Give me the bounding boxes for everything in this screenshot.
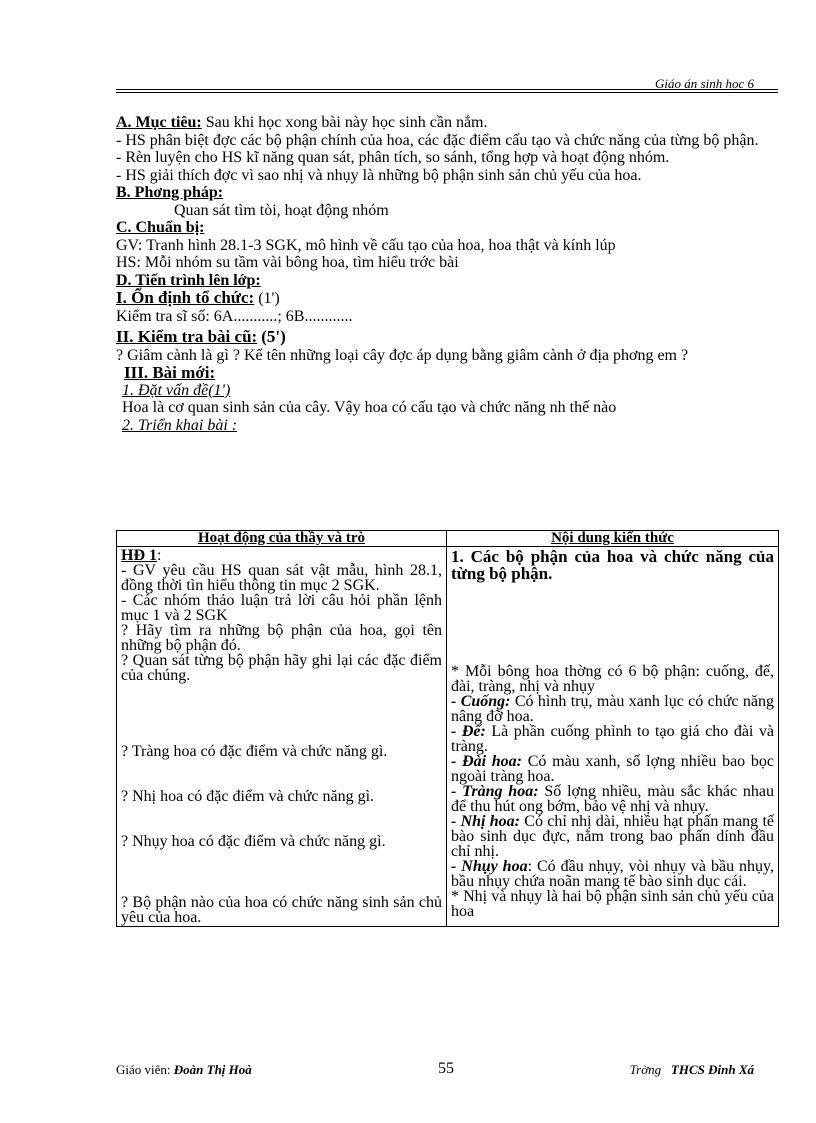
content-text: - Đế: Là phần cuống phình to tạo giá cho đài và tràng. (451, 723, 775, 755)
footer-teacher: Giáo viên: Đoàn Thị Hoà (116, 1062, 252, 1077)
content-text: - Nhụy hoa: Có đầu nhụy, vòi nhụy và bầu nhụy, bầu nhụy chứa noãn mang tế bào sinh dục cái. (451, 858, 774, 890)
objective-item: - HS phân biệt đợc các bộ phận chính của hoa, các đặc điểm cấu tạo và chức năng của từng bộ phận. (116, 131, 759, 149)
section3-sub1: 1. Đặt vấn đề(1') (122, 381, 231, 399)
section2-title: II. Kiểm tra bài cũ: (5') (116, 327, 286, 346)
footer-school: Trờng THCS Đinh Xá (629, 1062, 754, 1077)
activities-table (116, 530, 779, 927)
col-header-content: Nội dung kiến thức (447, 531, 779, 547)
method-heading: B. Phơng pháp: (116, 184, 224, 201)
activity-text: - Các nhóm thảo luận trả lời câu hỏi phần lệnh mục 1 và 2 SGK (121, 592, 442, 624)
question: ? Quan sát từng bộ phận hãy ghi lại các đặc điểm của chúng. (121, 652, 442, 684)
content-cell (447, 547, 779, 927)
content-text: - Cuống: Có hình trụ, màu xanh lục có chức năng nâng đỡ hoa. (451, 693, 774, 725)
section3-sub1-text: Hoa là cơ quan sinh sản của cây. Vậy hoa có cấu tạo và chức năng nh thế nào (122, 399, 617, 416)
header-rule (116, 89, 778, 90)
objectives-intro: A. Mục tiêu: Sau khi học xong bài này học sinh cần nắm. (116, 114, 488, 131)
content-text: * Mỗi bông hoa thờng có 6 bộ phận: cuống, đế, đài, tràng, nhị và nhụy (451, 663, 774, 695)
activity-label: HĐ 1 (121, 547, 157, 564)
header-title: Giáo án sinh học 6 (655, 76, 754, 91)
header-rule-2 (116, 92, 778, 93)
section2-text: ? Giâm cành là gì ? Kể tên những loại cây đợc áp dụng bằng giâm cành ở địa phơng em ? (116, 346, 689, 364)
question: ? Nhị hoa có đặc điểm và chức năng gì. (121, 788, 375, 805)
section3-heading: III. Bài mới: (124, 363, 216, 382)
activity-text: - GV yêu cầu HS quan sát vật mẫu, hình 28.1, đồng thời tìn hiểu thông tin mục 2 SGK. (121, 562, 442, 594)
content-text: - Tràng hoa: Số lợng nhiều, màu sắc khác nhau để thu hút ong bớm, bảo vệ nhị và nhụy. (451, 783, 774, 815)
preparation-heading: C. Chuẩn bị: (116, 219, 205, 236)
process-heading: D. Tiến trình lên lớp: (116, 271, 261, 289)
objectives-heading: A. Mục tiêu: (116, 114, 202, 131)
question: ? Tràng hoa có đặc điểm và chức năng gì. (121, 743, 388, 760)
table-header-row (117, 531, 779, 547)
lesson-body (116, 114, 778, 434)
objective-item: - HS giải thích đợc vì sao nhị và nhụy là những bộ phận sinh sản chủ yếu của hoa. (116, 166, 642, 184)
table-row (117, 547, 779, 927)
section1-text: Kiểm tra sĩ số: 6A...........; 6B............ (116, 307, 353, 325)
teacher-student-cell: HĐ 1: - GV yêu cầu HS quan sát vật mẫu, hình 28.1, đồng thời tìn hiểu thông tin mục 2 SGK. - Các nhóm thảo luận trả lời câu hỏi phần lệnh mục 1 và 2 SGK ? Hãy tìm ra những bộ phận của hoa, gọi tên những bộ phận đó. ? Quan sát từng bộ phận hãy ghi lại các đặc điểm của chúng. ? Tràng hoa có đặc điểm và chức năng gì. ? Nhị hoa có đặc điểm và chức năng gì. ? Nhụy hoa có đặc điểm và chức năng gì. ? Bộ phận nào của hoa có chức năng sinh sản chủ yêu của hoa. (117, 547, 447, 927)
objective-item: - Rèn luyện cho HS kĩ năng quan sát, phân tích, so sánh, tổng hợp và hoạt động nhóm. (116, 149, 670, 166)
col-header-activities: Hoạt động của thầy và trò (117, 531, 447, 547)
question: ? Nhụy hoa có đặc điểm và chức năng gì. (121, 833, 386, 850)
content-text: - Đài hoa: Có màu xanh, số lợng nhiều bao bọc ngoài tràng hoa. (451, 753, 775, 785)
question: ? Hãy tìm ra những bộ phận của hoa, gọi tên những bộ phận đó. (121, 622, 442, 654)
question: ? Bộ phận nào của hoa có chức năng sinh sản chủ yêu của hoa. (121, 894, 442, 926)
content-text: * Nhị và nhụy là hai bộ phận sinh sản chủ yếu của hoa (451, 888, 774, 920)
preparation-hs: HS: Mỗi nhóm su tầm vài bông hoa, tìm hiểu trớc bài (116, 254, 459, 271)
section1-title: I. Ổn định tổ chức: (1') (116, 288, 280, 307)
method-text: Quan sát tìm tòi, hoạt động nhóm (174, 201, 389, 219)
content-title: 1. Các bộ phận của hoa và chức năng của từng bộ phận. (451, 547, 774, 583)
preparation-gv: GV: Tranh hình 28.1-3 SGK, mô hình về cấu tạo của hoa, hoa thật và kính lúp (116, 236, 616, 254)
section3-sub2: 2. Triển khai bài : (122, 416, 238, 434)
content-text: - Nhị hoa: Có chỉ nhị dài, nhiều hạt phấn mang tế bào sinh dục đực, nằm trong bao phấn dính đầu chỉ nhị. (451, 813, 775, 860)
page-number: 55 (438, 1060, 454, 1077)
